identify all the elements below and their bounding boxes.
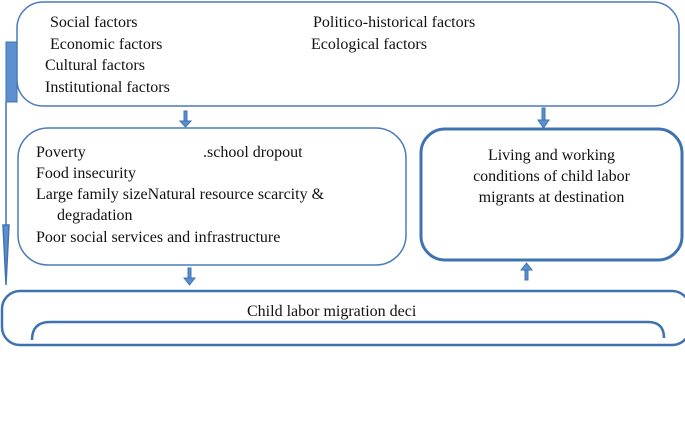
left-long-arrow [3, 42, 17, 285]
factor-social: Social factors [50, 14, 138, 31]
item-poverty: Poverty [36, 144, 86, 161]
decision-label: Child labor migration deci [247, 303, 417, 320]
item-large-family: Large family sizeNatural resource scarcity & [36, 186, 325, 203]
factor-ecological: Ecological factors [311, 36, 427, 53]
item-degradation: degradation [57, 207, 133, 224]
factor-cultural: Cultural factors [45, 57, 145, 74]
arrow-up-to-destination [521, 263, 532, 280]
item-school-dropout: .school dropout [203, 144, 303, 161]
factor-politico-historical: Politico-historical factors [313, 14, 476, 31]
arrow-down-to-outcomes [180, 111, 191, 127]
decision-inner-arc [32, 322, 664, 340]
destination-line-3: migrants at destination [478, 189, 625, 206]
item-food-insecurity: Food insecurity [36, 165, 136, 182]
destination-line-2: conditions of child labor [473, 168, 630, 185]
item-poor-services: Poor social services and infrastructure [36, 229, 281, 246]
destination-line-1: Living and working [487, 147, 616, 164]
arrow-down-to-destination [538, 108, 549, 128]
arrow-down-to-decision [184, 268, 195, 285]
factor-economic: Economic factors [50, 36, 163, 53]
factor-institutional: Institutional factors [45, 79, 170, 96]
